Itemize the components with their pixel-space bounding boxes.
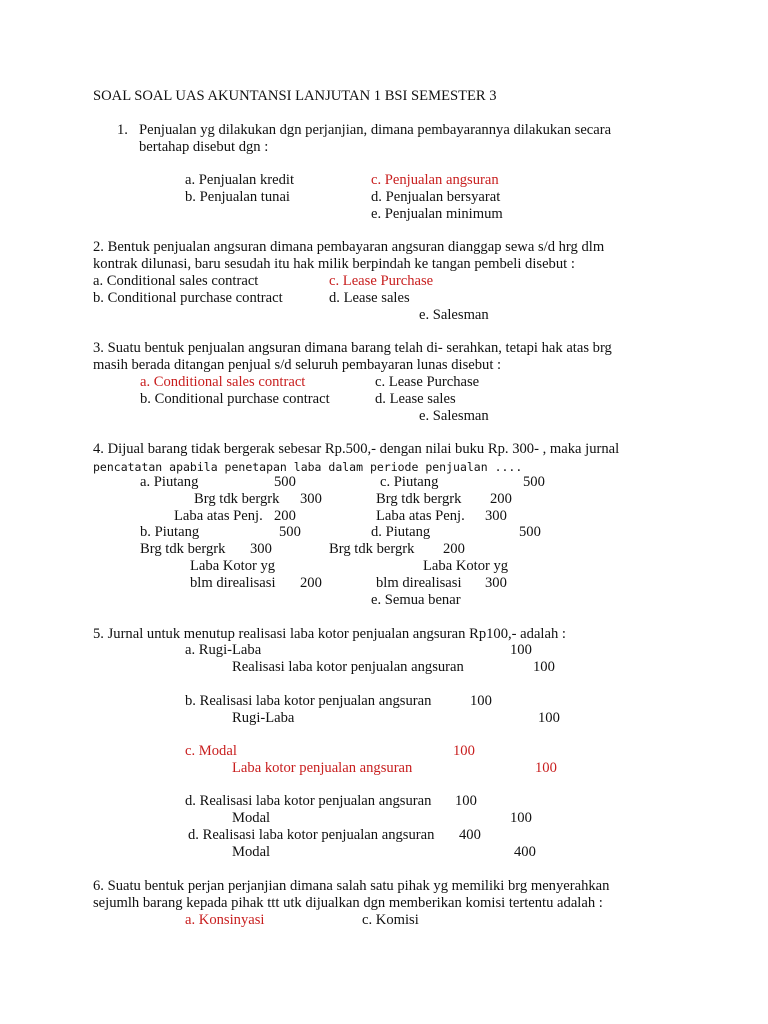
journal-d-amount-1: 500 xyxy=(519,524,541,540)
journal-b-amount-4: 200 xyxy=(300,575,322,591)
option-c-answer: c. Penjualan angsuran xyxy=(371,172,499,188)
journal-d-account-2: Brg tdk bergrk xyxy=(329,541,415,557)
journal-d-alt-amount-1: 400 xyxy=(459,827,481,843)
journal-b-amount-1: 100 xyxy=(470,693,492,709)
journal-c-account-2-answer: Laba kotor penjualan angsuran xyxy=(232,760,413,776)
journal-a-account-2: Realisasi laba kotor penjualan angsuran xyxy=(232,659,464,675)
journal-c-account-1-answer: c. Modal xyxy=(185,743,237,759)
option-a-answer: a. Conditional sales contract xyxy=(140,374,306,390)
journal-d-account-3: Laba Kotor yg xyxy=(423,558,509,574)
journal-c-account-1: c. Piutang xyxy=(380,474,439,490)
journal-a-amount-3: 200 xyxy=(274,508,296,524)
journal-d-alt-account-1: d. Realisasi laba kotor penjualan angsuran xyxy=(188,827,435,843)
journal-d-account-2: Modal xyxy=(232,810,271,826)
option-e: e. Penjualan minimum xyxy=(371,206,503,222)
question-text: 2. Bentuk penjualan angsuran dimana pembayaran angsuran dianggap sewa s/d hrg dlm xyxy=(93,239,605,255)
journal-a-account-3: Laba atas Penj. xyxy=(174,508,263,524)
question-text: Penjualan yg dilakukan dgn perjanjian, dimana pembayarannya dilakukan secara xyxy=(139,122,612,138)
journal-c-amount-1-answer: 100 xyxy=(453,743,475,759)
journal-d-account-1: d. Piutang xyxy=(371,524,431,540)
question-text: 6. Suatu bentuk perjan perjanjian dimana salah satu pihak yg memiliki brg menyerahkan xyxy=(93,878,610,894)
journal-a-amount-2: 100 xyxy=(533,659,555,675)
option-d: d. Lease sales xyxy=(329,290,410,306)
journal-d-amount-2: 100 xyxy=(510,810,532,826)
journal-b-account-2: Rugi-Laba xyxy=(232,710,295,726)
journal-d-account-4: blm direalisasi xyxy=(376,575,462,591)
question-text: 4. Dijual barang tidak bergerak sebesar Rp.500,- dengan nilai buku Rp. 300- , maka jurnal xyxy=(93,441,620,457)
journal-d-account-1: d. Realisasi laba kotor penjualan angsuran xyxy=(185,793,432,809)
question-text: masih berada ditangan penjual s/d seluruh pembayaran lunas disebut : xyxy=(93,357,502,373)
journal-a-account-1: a. Piutang xyxy=(140,474,199,490)
journal-a-amount-2: 300 xyxy=(300,491,322,507)
journal-b-account-2: Brg tdk bergrk xyxy=(140,541,226,557)
question-text: bertahap disebut dgn : xyxy=(139,139,269,155)
option-a: a. Conditional sales contract xyxy=(93,273,259,289)
journal-a-account-2: Brg tdk bergrk xyxy=(194,491,280,507)
option-a-answer: a. Konsinyasi xyxy=(185,912,265,928)
journal-d-amount-4: 300 xyxy=(485,575,507,591)
option-c-answer: c. Lease Purchase xyxy=(329,273,434,289)
journal-a-amount-1: 100 xyxy=(510,642,532,658)
journal-c-amount-2-answer: 100 xyxy=(535,760,557,776)
journal-c-amount-3: 300 xyxy=(485,508,507,524)
option-c: c. Komisi xyxy=(362,912,419,928)
journal-c-amount-1: 500 xyxy=(523,474,545,490)
option-e: e. Semua benar xyxy=(371,592,461,608)
option-c: c. Lease Purchase xyxy=(375,374,480,390)
journal-b-account-4: blm direalisasi xyxy=(190,575,276,591)
journal-c-account-3: Laba atas Penj. xyxy=(376,508,465,524)
option-e: e. Salesman xyxy=(419,408,489,424)
question-text: pencatatan apabila penetapan laba dalam periode penjualan .... xyxy=(93,460,523,474)
journal-d-amount-2: 200 xyxy=(443,541,465,557)
journal-d-alt-amount-2: 400 xyxy=(514,844,536,860)
question-text: 5. Jurnal untuk menutup realisasi laba kotor penjualan angsuran Rp100,- adalah : xyxy=(93,626,566,642)
option-e: e. Salesman xyxy=(419,307,489,323)
journal-b-account-1: b. Piutang xyxy=(140,524,200,540)
journal-a-amount-1: 500 xyxy=(274,474,296,490)
option-a: a. Penjualan kredit xyxy=(185,172,295,188)
journal-d-alt-account-2: Modal xyxy=(232,844,271,860)
option-b: b. Conditional purchase contract xyxy=(140,391,330,407)
option-b: b. Conditional purchase contract xyxy=(93,290,283,306)
question-text: 3. Suatu bentuk penjualan angsuran dimana barang telah di- serahkan, tetapi hak atas brg xyxy=(93,340,612,356)
option-b: b. Penjualan tunai xyxy=(185,189,290,205)
journal-c-account-2: Brg tdk bergrk xyxy=(376,491,462,507)
option-d: d. Penjualan bersyarat xyxy=(371,189,501,205)
page-title: SOAL SOAL UAS AKUNTANSI LANJUTAN 1 BSI SEMESTER 3 xyxy=(93,88,497,104)
journal-b-amount-1: 500 xyxy=(279,524,301,540)
question-number: 1. xyxy=(117,122,128,138)
option-d: d. Lease sales xyxy=(375,391,456,407)
journal-b-account-1: b. Realisasi laba kotor penjualan angsuran xyxy=(185,693,432,709)
journal-c-amount-2: 200 xyxy=(490,491,512,507)
journal-a-account-1: a. Rugi-Laba xyxy=(185,642,262,658)
journal-b-amount-2: 300 xyxy=(250,541,272,557)
question-text: kontrak dilunasi, baru sesudah itu hak milik berpindah ke tangan pembeli disebut : xyxy=(93,256,575,272)
journal-b-amount-2: 100 xyxy=(538,710,560,726)
journal-b-account-3: Laba Kotor yg xyxy=(190,558,276,574)
journal-d-amount-1: 100 xyxy=(455,793,477,809)
question-text: sejumlh barang kepada pihak ttt utk dijualkan dgn memberikan komisi tertentu adalah : xyxy=(93,895,603,911)
